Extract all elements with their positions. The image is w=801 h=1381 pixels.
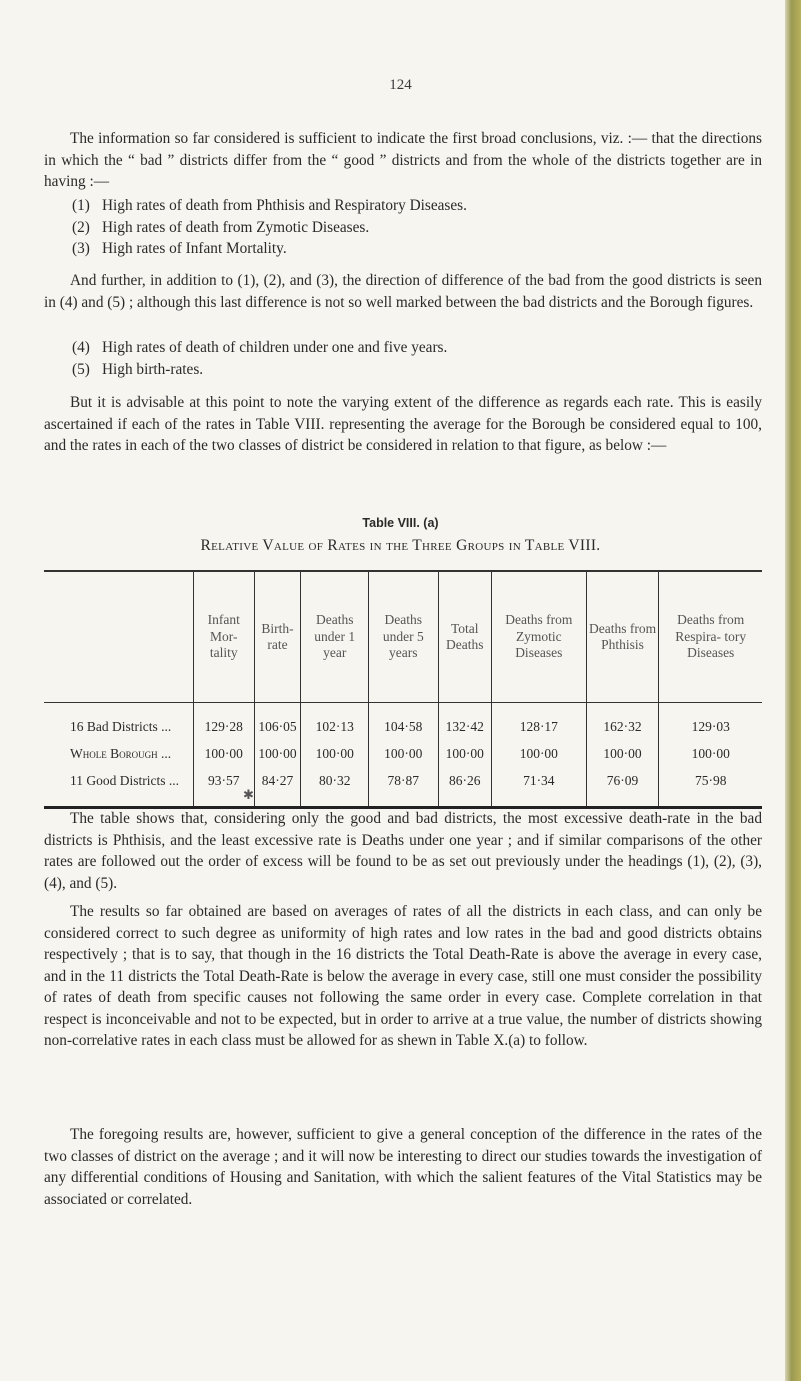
list-text: High birth-rates.	[102, 360, 204, 378]
table-cell: 86·26	[438, 767, 491, 808]
table-cell: 100·00	[254, 740, 301, 767]
table-header-row	[44, 571, 762, 703]
table-cell: 75·98	[659, 767, 762, 808]
table-cell: 100·00	[369, 740, 438, 767]
paragraph-3	[44, 392, 762, 457]
header-birth-rate: Birth- rate	[254, 571, 301, 703]
list-item	[72, 337, 762, 359]
list-item	[72, 238, 762, 260]
list-item	[72, 217, 762, 239]
header-respiratory: Deaths from Respira- tory Diseases	[659, 571, 762, 703]
conclusions-list-a	[72, 195, 762, 260]
list-item	[72, 359, 762, 381]
table-cell: 100·00	[586, 740, 659, 767]
table-cell: 100·00	[491, 740, 586, 767]
paragraph-5	[44, 901, 762, 1052]
paragraph-6-text: The foregoing results are, however, sufficient to give a general conception of the difference in the rates of the two classes of district on the average ; and it will now be interesting to direct our studies towards the investigation of any differential conditions of Housing and Sanitation, with which the salient features of the Vital Statistics may be associated or correlated.	[44, 1126, 762, 1208]
table-cell: 76·09	[586, 767, 659, 808]
intro-paragraph	[44, 128, 762, 193]
row-label: 11 Good Districts ...	[70, 772, 179, 788]
paragraph-2-text: And further, in addition to (1), (2), and (3), the direction of difference of the bad from the good districts is seen in (4) and (5) ; although this last difference is not so well marked between the bad districts and the Borough figures.	[44, 272, 762, 311]
list-text: High rates of death from Zymotic Diseases.	[102, 218, 370, 236]
table-row	[44, 767, 762, 808]
table-cell: 80·32	[301, 767, 369, 808]
paragraph-4	[44, 808, 762, 894]
table-cell: 100·00	[194, 740, 255, 767]
list-number: (1)	[72, 197, 90, 214]
header-zymotic: Deaths from Zymotic Diseases	[491, 571, 586, 703]
intro-text: The information so far considered is sufficient to indicate the first broad conclusions, viz. :— that the directions in which the “ bad ” districts differ from the “ good ” districts and from the whole of the districts together are in having :—	[44, 130, 762, 190]
conclusions-list-b	[72, 337, 762, 380]
table-cell: 102·13	[301, 703, 369, 741]
paragraph-2	[44, 270, 762, 313]
table-cell: 132·42	[438, 703, 491, 741]
table-cell: 100·00	[301, 740, 369, 767]
header-phthisis: Deaths from Phthisis	[586, 571, 659, 703]
header-deaths-under-1: Deaths under 1 year	[301, 571, 369, 703]
paragraph-4-text: The table shows that, considering only the good and bad districts, the most excessive death-rate in the bad districts is Phthisis, and the least excessive rate is Deaths under one year ; and if similar comparisons of the other rates are followed out the order of excess will be found to be as set out previously under the headings (1), (2), (3), (4), and (5).	[44, 810, 762, 892]
table-cell: 162·32	[586, 703, 659, 741]
table-row	[44, 703, 762, 741]
list-number: (4)	[72, 339, 90, 356]
paragraph-6	[44, 1124, 762, 1210]
table-cell: 106·05	[254, 703, 301, 741]
table-cell: 129·03	[659, 703, 762, 741]
list-item	[72, 195, 762, 217]
table-cell: 84·27	[254, 767, 301, 808]
table-row	[44, 740, 762, 767]
table-cell: 129·28	[194, 703, 255, 741]
header-total-deaths: Total Deaths	[438, 571, 491, 703]
list-text: High rates of death of children under one and five years.	[102, 339, 448, 356]
list-number: (2)	[72, 218, 90, 236]
table-subtitle: Relative Value of Rates in the Three Groups in Table VIII.	[200, 537, 601, 554]
list-number: (3)	[72, 240, 90, 257]
page-edge	[785, 0, 801, 1381]
list-number: (5)	[72, 360, 90, 378]
table-cell: 78·87	[369, 767, 438, 808]
paragraph-3-text: But it is advisable at this point to note the varying extent of the difference as regards each rate. This is easily ascertained if each of the rates in Table VIII. representing the average for the Borough be considered equal to 100, and the rates in each of the two classes of district be considered in relation to that figure, as below :—	[44, 394, 762, 454]
page-number: 124	[389, 77, 412, 93]
table-cell: 104·58	[369, 703, 438, 741]
table-cell: 128·17	[491, 703, 586, 741]
list-text: High rates of death from Phthisis and Respiratory Diseases.	[102, 197, 467, 214]
header-infant-mortality: Infant Mor- tality	[194, 571, 255, 703]
row-label: 16 Bad Districts ...	[70, 718, 172, 734]
list-text: High rates of Infant Mortality.	[102, 240, 287, 257]
table-cell: 100·00	[659, 740, 762, 767]
header-deaths-under-5: Deaths under 5 years	[369, 571, 438, 703]
table-cell: 93·57	[194, 767, 255, 808]
relative-rates-table	[44, 570, 762, 809]
table-cell: 71·34	[491, 767, 586, 808]
table-title: Table VIII. (a)	[362, 516, 439, 530]
header-blank	[44, 571, 194, 703]
table-cell: 100·00	[438, 740, 491, 767]
row-label: Whole Borough ...	[70, 745, 172, 761]
stray-print-mark: ✱	[243, 787, 254, 802]
paragraph-5-text: The results so far obtained are based on averages of rates of all the districts in each class, and can only be considered correct to such degree as uniformity of high rates and low rates in the bad and good districts obtains respectively ; that is to say, that though in the 16 districts the Total Death-Rate is above the average in every case, and in the 11 districts the Total Death-Rate is below the average in every case, still one must consider the possibility of rates of death from specific causes not following the same order in every case. Complete correlation in that respect is inconceivable and not to be expected, but in order to arrive at a true value, the number of districts showing non-correlative rates in each class must be allowed for as shewn in Table X.(a) to follow.	[44, 903, 762, 1049]
